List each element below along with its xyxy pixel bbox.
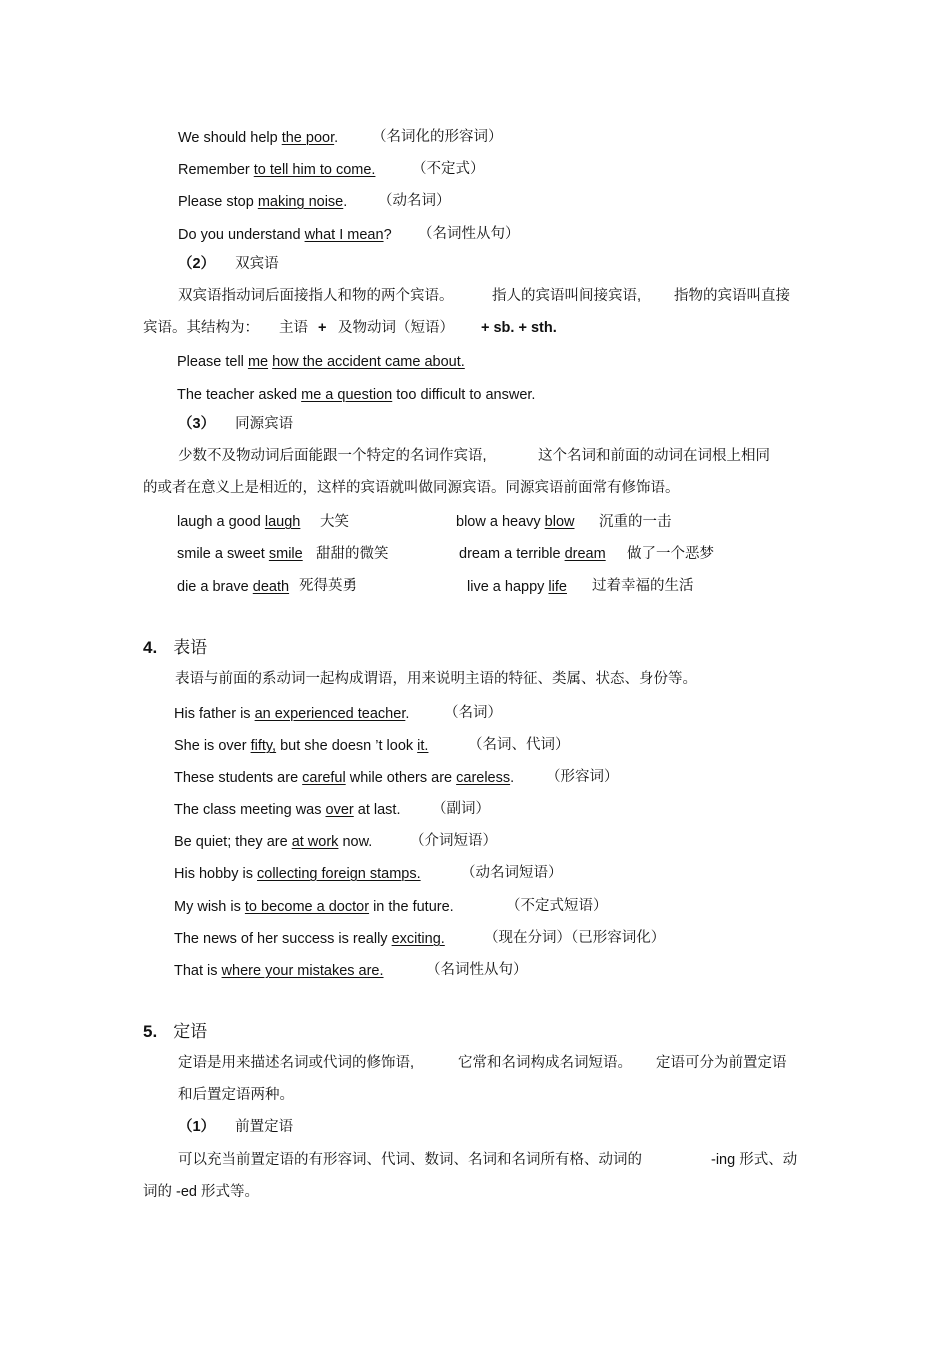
cognate-example-5-cn: 死得英勇 [299, 578, 357, 594]
predicative-example-7-note: （不定式短语） [506, 898, 608, 914]
double-object-desc-2d: + sb. + sth. [481, 320, 557, 336]
pre-attributive-heading: （1） 前置定语 [178, 1119, 294, 1135]
cognate-example-6-cn: 过着幸福的生活 [592, 578, 694, 594]
predicative-desc: 表语与前面的系动词一起构成谓语，用来说明主语的特征、类属、状态、身份等。 [175, 671, 697, 687]
object-example-4-note: （名词性从句） [418, 226, 520, 242]
cognate-object-desc-1a: 少数不及物动词后面能跟一个特定的名词作宾语, [178, 448, 487, 464]
cognate-example-1: laugh a good laugh [177, 514, 301, 530]
double-object-heading: （2） 双宾语 [178, 256, 279, 272]
attributive-heading: 5. 定语 [143, 1022, 208, 1041]
predicative-example-2: She is over fifty, but she doesn ’t look it. [174, 738, 429, 754]
cognate-example-1-cn: 大笑 [320, 514, 349, 530]
predicative-example-3-note: （形容词） [546, 769, 619, 785]
predicative-example-1-note: （名词） [444, 705, 502, 721]
double-object-desc-1b: 指人的宾语叫间接宾语, [492, 288, 642, 304]
pre-attributive-desc-1a: 可以充当前置定语的有形容词、代词、数词、名词和名词所有格、动词的 [178, 1152, 642, 1168]
double-object-example-2: The teacher asked me a question too difficult to answer. [177, 387, 536, 403]
object-example-3: Please stop making noise. [178, 194, 348, 210]
attributive-desc-2: 和后置定语两种。 [178, 1087, 294, 1103]
attributive-desc-1c: 定语可分为前置定语 [656, 1055, 787, 1071]
predicative-example-6-note: （动名词短语） [461, 865, 563, 881]
predicative-example-5: Be quiet; they are at work now. [174, 834, 373, 850]
cognate-object-desc-2: 的或者在意义上是相近的，这样的宾语就叫做同源宾语。同源宾语前面常有修饰语。 [143, 480, 680, 496]
predicative-example-7: My wish is to become a doctor in the future. [174, 899, 454, 915]
predicative-example-3: These students are careful while others are careless. [174, 770, 515, 786]
double-object-desc-1a: 双宾语指动词后面接指人和物的两个宾语。 [178, 288, 454, 304]
double-object-desc-1c: 指物的宾语叫直接 [674, 288, 790, 304]
predicative-example-2-note: （名词、代词） [468, 737, 570, 753]
predicative-example-8: The news of her success is really exciting. [174, 931, 445, 947]
attributive-desc-1a: 定语是用来描述名词或代词的修饰语, [178, 1055, 415, 1071]
object-example-1-note: （名词化的形容词） [372, 129, 503, 145]
predicative-example-8-note: （现在分词）（已形容词化） [484, 930, 666, 946]
predicative-example-9-note: （名词性从句） [426, 962, 528, 978]
cognate-example-2-cn: 沉重的一击 [599, 514, 672, 530]
double-object-desc-2b: 主语 [279, 320, 308, 336]
object-example-2: Remember to tell him to come. [178, 162, 376, 178]
cognate-example-4-cn: 做了一个恶梦 [627, 546, 714, 562]
cognate-example-4: dream a terrible dream [459, 546, 606, 562]
predicative-example-1: His father is an experienced teacher. [174, 706, 410, 722]
cognate-object-desc-1b: 这个名词和前面的动词在词根上相同 [538, 448, 770, 464]
cognate-example-6: live a happy life [467, 579, 567, 595]
pre-attributive-desc-1b: -ing 形式、动 [711, 1152, 798, 1168]
cognate-example-3: smile a sweet smile [177, 546, 303, 562]
object-example-2-note: （不定式） [412, 161, 485, 177]
cognate-example-5: die a brave death [177, 579, 290, 595]
double-object-example-1: Please tell me how the accident came about. [177, 354, 465, 370]
cognate-object-heading: （3） 同源宾语 [178, 416, 294, 432]
predicative-example-4: The class meeting was over at last. [174, 802, 401, 818]
predicative-heading: 4. 表语 [143, 638, 208, 657]
object-example-4: Do you understand what I mean? [178, 227, 392, 243]
predicative-example-5-note: （介词短语） [410, 833, 497, 849]
object-example-1: We should help the poor. [178, 130, 339, 146]
double-object-desc-2a: 宾语。其结构为： [143, 320, 259, 336]
double-object-desc-2c: 及物动词（短语） [338, 320, 454, 336]
predicative-example-4-note: （副词） [432, 801, 490, 817]
double-object-desc-plus: + [318, 320, 327, 336]
predicative-example-6: His hobby is collecting foreign stamps. [174, 866, 421, 882]
pre-attributive-desc-2: 词的 -ed 形式等。 [143, 1184, 260, 1200]
cognate-example-2: blow a heavy blow [456, 514, 575, 530]
cognate-example-3-cn: 甜甜的微笑 [316, 546, 389, 562]
attributive-desc-1b: 它常和名词构成名词短语。 [458, 1055, 632, 1071]
object-example-3-note: （动名词） [378, 193, 451, 209]
predicative-example-9: That is where your mistakes are. [174, 963, 384, 979]
